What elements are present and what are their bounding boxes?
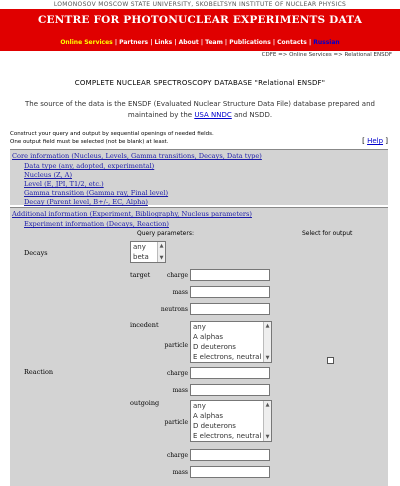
target-mass-input[interactable] — [190, 286, 270, 298]
top-nav — [0, 39, 400, 46]
help-link[interactable]: Help — [367, 137, 384, 145]
nav-about[interactable]: About — [178, 39, 199, 46]
page-description — [18, 99, 382, 121]
instructions-line-2: One output field must be selected (not be blank) at least. — [10, 139, 169, 145]
query-parameters-header: Query parameters: — [137, 230, 194, 237]
level-link[interactable]: Level (E, JPI, T1/2, etc.) — [24, 180, 104, 188]
nav-separator: | — [112, 39, 120, 46]
scroll-down-icon[interactable]: ▼ — [265, 355, 270, 361]
scroll-up-icon[interactable]: ▲ — [265, 402, 270, 408]
decays-label: Decays — [24, 249, 48, 257]
incedent-option-any[interactable]: any — [193, 323, 206, 331]
incedent-label: incedent — [130, 321, 159, 329]
scroll-up-icon[interactable]: ▲ — [265, 323, 270, 329]
help-bracket-open: [ — [362, 137, 368, 145]
gamma-transition-link[interactable]: Gamma transition (Gamma ray, Final level) — [24, 189, 169, 197]
target-neutrons-input[interactable] — [190, 303, 270, 315]
nav-publications[interactable]: Publications — [229, 39, 271, 46]
nucleus-link[interactable]: Nucleus (Z, A) — [24, 171, 73, 179]
nav-separator: | — [270, 39, 278, 46]
institute-line: LOMONOSOV MOSCOW STATE UNIVERSITY, SKOBELTSYN INSTITUTE OF NUCLEAR PHYSICS — [0, 0, 400, 9]
incedent-option-deuterons[interactable]: D deuterons — [193, 343, 236, 351]
core-information-link[interactable]: Core information (Nucleus, Levels, Gamma transitions, Decays, Data type) — [12, 152, 262, 160]
instructions — [10, 130, 310, 146]
outgoing-option-alphas[interactable]: A alphas — [193, 412, 224, 420]
outgoing-option-electrons[interactable]: E electrons, neutral — [193, 432, 262, 440]
outgoing-option-deuterons[interactable]: D deuterons — [193, 422, 236, 430]
core-information-section — [10, 149, 388, 205]
description-text-end: and NSDD. — [231, 111, 273, 119]
incedent-option-electrons[interactable]: E electrons, neutral — [193, 353, 262, 361]
site-title: CENTRE FOR PHOTONUCLEAR EXPERIMENTS DATA — [37, 14, 363, 26]
target-label: target — [130, 271, 151, 279]
incedent-charge-input[interactable] — [190, 367, 270, 379]
nav-separator: | — [222, 39, 230, 46]
nav-separator: | — [306, 39, 314, 46]
nav-separator: | — [148, 39, 155, 46]
decays-select[interactable] — [130, 241, 166, 263]
nav-russian[interactable]: Russian — [313, 39, 340, 46]
data-type-link[interactable]: Data type (any, adopted, experimental) — [24, 162, 155, 170]
incedent-particle-select[interactable] — [190, 321, 272, 363]
outgoing-mass-label: mass — [172, 469, 188, 476]
incedent-mass-label: mass — [172, 387, 188, 394]
decays-option-any[interactable]: any — [133, 243, 146, 251]
incedent-option-alphas[interactable]: A alphas — [193, 333, 224, 341]
incedent-mass-input[interactable] — [190, 384, 270, 396]
decays-scrollbar[interactable] — [157, 242, 165, 262]
target-charge-input[interactable] — [190, 269, 270, 281]
additional-information-section — [10, 207, 388, 486]
outgoing-scrollbar[interactable] — [263, 401, 271, 441]
incedent-scrollbar[interactable] — [263, 322, 271, 362]
nav-partners[interactable]: Partners — [119, 39, 149, 46]
nav-separator: | — [172, 39, 179, 46]
nav-online-services[interactable]: Online Services — [60, 39, 113, 46]
scroll-down-icon[interactable]: ▼ — [265, 434, 270, 440]
outgoing-charge-input[interactable] — [190, 449, 270, 461]
usa-nndc-link[interactable]: USA NNDC — [194, 111, 232, 119]
instructions-line-1: Construct your query and output by sequential openings of needed fields. — [10, 131, 214, 137]
decay-link[interactable]: Decay (Parent level, B+/-, EC, Alpha) — [24, 198, 148, 206]
decays-option-beta[interactable]: beta — [133, 253, 149, 261]
select-for-output-header: Select for output — [302, 230, 353, 237]
nav-team[interactable]: Team — [205, 39, 223, 46]
target-mass-label: mass — [172, 289, 188, 296]
incedent-charge-label: charge — [166, 370, 188, 377]
reaction-label: Reaction — [24, 368, 54, 376]
scroll-up-icon[interactable]: ▲ — [159, 243, 164, 249]
header-banner — [0, 9, 400, 51]
outgoing-label: outgoing — [130, 399, 160, 407]
outgoing-charge-label: charge — [166, 452, 188, 459]
additional-information-link[interactable]: Additional information (Experiment, Bibliography, Nucleus parameters) — [12, 210, 252, 218]
breadcrumb: CDFE => Online Services => Relational ENSDF — [261, 52, 392, 58]
outgoing-mass-input[interactable] — [190, 466, 270, 478]
outgoing-option-any[interactable]: any — [193, 402, 206, 410]
target-charge-label: charge — [166, 272, 188, 279]
outgoing-particle-label: particle — [164, 419, 188, 426]
incedent-particle-label: particle — [164, 342, 188, 349]
scroll-down-icon[interactable]: ▼ — [159, 255, 164, 261]
help-bracket-close: ] — [383, 137, 388, 145]
nav-contacts[interactable]: Contacts — [277, 39, 307, 46]
help-control — [362, 137, 388, 145]
outgoing-particle-select[interactable] — [190, 400, 272, 442]
page-title: COMPLETE NUCLEAR SPECTROSCOPY DATABASE "Relational ENSDF" — [74, 79, 326, 87]
description-text: The source of the data is the ENSDF (Evaluated Nuclear Structure Data File) database prepared and maintained by the — [25, 100, 375, 119]
reaction-output-checkbox[interactable] — [327, 357, 334, 364]
experiment-information-link[interactable]: Experiment information (Decays, Reaction) — [24, 220, 169, 228]
target-neutrons-label: neutrons — [160, 306, 188, 313]
nav-links[interactable]: Links — [154, 39, 173, 46]
nav-separator: | — [198, 39, 206, 46]
